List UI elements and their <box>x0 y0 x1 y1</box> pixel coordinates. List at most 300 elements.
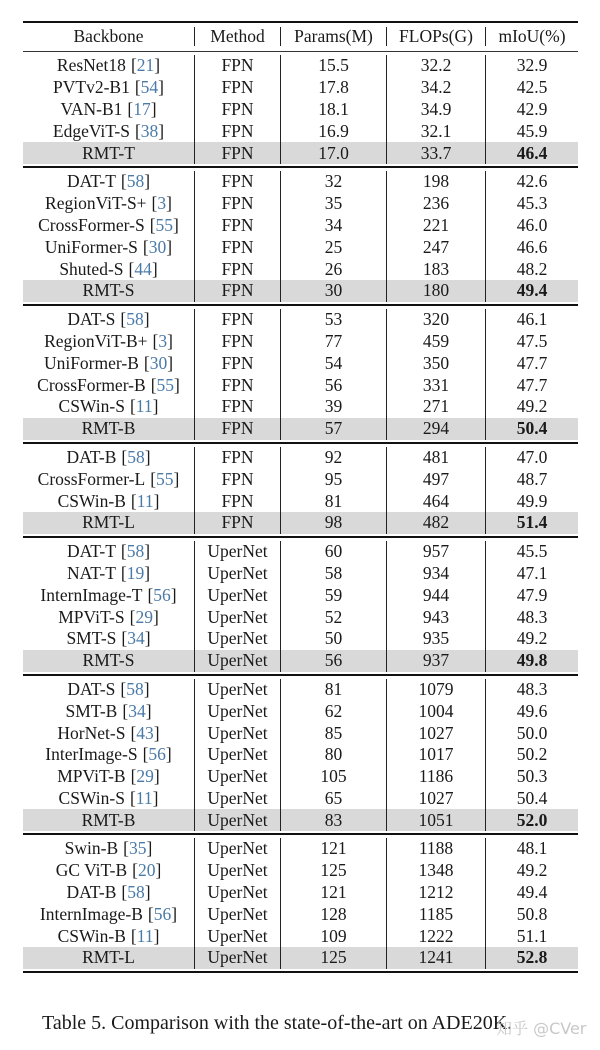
cell-method: UperNet <box>194 903 280 925</box>
cell-miou: 47.0 <box>485 447 578 469</box>
cell-method: UperNet <box>194 838 280 860</box>
citation[interactable]: [30] <box>143 352 174 373</box>
cell-params: 59 <box>280 584 386 606</box>
citation[interactable]: [55] <box>150 374 180 395</box>
citation[interactable]: [11] <box>129 396 159 417</box>
citation[interactable]: [55] <box>149 214 179 235</box>
citation-link[interactable]: 19 <box>126 562 145 583</box>
cell-flops: 464 <box>386 490 485 512</box>
header-rule <box>23 51 578 52</box>
citation-link[interactable]: 29 <box>135 606 153 627</box>
backbone-name: RMT-B <box>81 809 136 830</box>
citation[interactable]: [30] <box>142 236 173 257</box>
citation[interactable]: [29] <box>130 766 160 787</box>
cell-params: 26 <box>280 258 386 280</box>
cell-flops: 34.9 <box>386 99 485 121</box>
cell-params: 25 <box>280 236 386 258</box>
citation-link[interactable]: 56 <box>153 584 171 605</box>
table-row <box>23 468 578 490</box>
cell-flops: 482 <box>386 512 485 534</box>
cell-backbone <box>23 99 194 121</box>
table-row <box>23 99 578 121</box>
cell-params: 35 <box>280 193 386 215</box>
results-table <box>23 21 578 976</box>
citation[interactable]: [58] <box>120 171 151 192</box>
table-row <box>23 766 578 788</box>
cell-flops: 271 <box>386 396 485 418</box>
backbone-name: HorNet-S <box>57 722 126 743</box>
citation-link[interactable]: 11 <box>135 787 153 808</box>
backbone-name: CrossFormer-L <box>37 468 146 489</box>
table-body <box>23 55 578 973</box>
cell-flops: 320 <box>386 309 485 331</box>
backbone-name: CrossFormer-B <box>37 374 146 395</box>
cell-params: 83 <box>280 809 386 831</box>
cell-miou: 50.4 <box>485 418 578 440</box>
cell-backbone <box>23 193 194 215</box>
citation-link[interactable]: 55 <box>155 214 174 235</box>
cell-flops: 33.7 <box>386 142 485 164</box>
backbone-name: InterImage-S <box>45 744 138 765</box>
citation[interactable]: [3] <box>151 193 172 214</box>
cell-method: UperNet <box>194 700 280 722</box>
citation-link[interactable]: 54 <box>140 77 159 98</box>
cell-method: UperNet <box>194 947 280 969</box>
cell-params: 56 <box>280 650 386 672</box>
cell-params: 95 <box>280 468 386 490</box>
cell-flops: 1017 <box>386 744 485 766</box>
cell-method: FPN <box>194 418 280 440</box>
cell-miou: 42.9 <box>485 99 578 121</box>
cell-method: UperNet <box>194 788 280 810</box>
cell-method: FPN <box>194 258 280 280</box>
cell-backbone <box>23 512 194 534</box>
cell-flops: 957 <box>386 541 485 563</box>
citation-link[interactable]: 55 <box>156 468 174 489</box>
backbone-name: NAT-T <box>66 562 116 583</box>
backbone-name: EdgeViT-S <box>52 120 130 141</box>
cell-miou: 49.2 <box>485 628 578 650</box>
table-row <box>23 628 578 650</box>
cell-backbone <box>23 700 194 722</box>
cell-method: FPN <box>194 236 280 258</box>
cell-backbone <box>23 309 194 331</box>
cell-backbone <box>23 744 194 766</box>
citation-link[interactable]: 58 <box>127 882 145 903</box>
cell-params: 92 <box>280 447 386 469</box>
table-row <box>23 447 578 469</box>
citation-link[interactable]: 58 <box>126 541 145 562</box>
citation-link[interactable]: 34 <box>127 628 145 649</box>
cell-miou: 51.1 <box>485 925 578 947</box>
backbone-name: RMT-S <box>82 650 135 671</box>
cell-backbone <box>23 396 194 418</box>
cell-backbone <box>23 606 194 628</box>
cell-params: 57 <box>280 418 386 440</box>
cell-params: 81 <box>280 679 386 701</box>
citation-link[interactable]: 58 <box>126 171 145 192</box>
cell-params: 52 <box>280 606 386 628</box>
cell-flops: 198 <box>386 171 485 193</box>
cell-backbone <box>23 882 194 904</box>
cell-miou: 42.5 <box>485 77 578 99</box>
citation-link[interactable]: 58 <box>126 678 144 699</box>
cell-backbone <box>23 171 194 193</box>
header-miou: mIoU(%) <box>485 27 578 46</box>
cell-method: FPN <box>194 120 280 142</box>
cell-flops: 481 <box>386 447 485 469</box>
citation[interactable]: [58] <box>120 678 150 699</box>
cell-method: FPN <box>194 512 280 534</box>
table-row <box>23 120 578 142</box>
citation[interactable]: [58] <box>121 882 151 903</box>
cell-method: UperNet <box>194 584 280 606</box>
cell-params: 109 <box>280 925 386 947</box>
cell-params: 17.8 <box>280 77 386 99</box>
table-row <box>23 55 578 77</box>
citation-link[interactable]: 30 <box>148 236 167 257</box>
citation[interactable]: [56] <box>147 903 178 924</box>
citation[interactable]: [56] <box>142 744 172 765</box>
cell-miou: 45.9 <box>485 120 578 142</box>
citation-link[interactable]: 56 <box>148 744 166 765</box>
citation[interactable]: [44] <box>128 258 158 279</box>
backbone-name: UniFormer-S <box>44 236 138 257</box>
backbone-name: RMT-B <box>81 418 136 439</box>
cell-miou: 49.4 <box>485 280 578 302</box>
cell-params: 15.5 <box>280 55 386 77</box>
cell-params: 34 <box>280 215 386 237</box>
cell-miou: 32.9 <box>485 55 578 77</box>
cell-miou: 46.1 <box>485 309 578 331</box>
citation-link[interactable]: 11 <box>135 396 153 417</box>
citation-link[interactable]: 21 <box>136 55 155 76</box>
table-row <box>23 860 578 882</box>
cell-miou: 50.3 <box>485 766 578 788</box>
table-row-highlighted <box>23 512 578 534</box>
cell-miou: 46.6 <box>485 236 578 258</box>
table-row <box>23 744 578 766</box>
cell-method: UperNet <box>194 541 280 563</box>
cell-params: 54 <box>280 352 386 374</box>
bottom-rule <box>23 971 578 973</box>
citation[interactable]: [29] <box>129 606 159 627</box>
watermark: 知乎 @CVer <box>496 1019 587 1038</box>
backbone-name: MPViT-B <box>57 766 126 787</box>
cell-miou: 47.7 <box>485 374 578 396</box>
cell-miou: 48.2 <box>485 258 578 280</box>
cell-flops: 943 <box>386 606 485 628</box>
cell-params: 98 <box>280 512 386 534</box>
cell-method: UperNet <box>194 809 280 831</box>
citation[interactable]: [11] <box>129 787 159 808</box>
backbone-name: DAT-B <box>66 882 117 903</box>
citation-link[interactable]: 34 <box>128 700 146 721</box>
cell-backbone <box>23 679 194 701</box>
cell-params: 58 <box>280 563 386 585</box>
citation-link[interactable]: 58 <box>126 309 144 330</box>
table-row <box>23 563 578 585</box>
cell-method: FPN <box>194 215 280 237</box>
cell-miou: 52.8 <box>485 947 578 969</box>
cell-method: FPN <box>194 490 280 512</box>
cell-miou: 50.0 <box>485 722 578 744</box>
cell-flops: 247 <box>386 236 485 258</box>
backbone-name: RMT-T <box>82 142 135 163</box>
citation-link[interactable]: 29 <box>136 766 154 787</box>
cell-params: 105 <box>280 766 386 788</box>
cell-backbone <box>23 925 194 947</box>
table-row <box>23 193 578 215</box>
backbone-name: CSWin-S <box>58 396 125 417</box>
table-row <box>23 788 578 810</box>
citation-link[interactable]: 3 <box>157 193 167 214</box>
cell-flops: 1212 <box>386 882 485 904</box>
backbone-name: UniFormer-B <box>43 352 139 373</box>
table-header <box>23 23 578 50</box>
cell-flops: 221 <box>386 215 485 237</box>
table-row <box>23 77 578 99</box>
cell-backbone <box>23 809 194 831</box>
cell-miou: 46.4 <box>485 142 578 164</box>
backbone-name: DAT-S <box>67 309 116 330</box>
backbone-name: DAT-T <box>66 541 116 562</box>
backbone-name: Swin-B <box>64 838 119 859</box>
group-rule <box>23 304 578 306</box>
cell-miou: 47.1 <box>485 563 578 585</box>
cell-miou: 47.9 <box>485 584 578 606</box>
table-row <box>23 236 578 258</box>
cell-params: 125 <box>280 860 386 882</box>
table-row-highlighted <box>23 142 578 164</box>
citation[interactable]: [11] <box>130 925 160 946</box>
cell-method: UperNet <box>194 860 280 882</box>
cell-method: FPN <box>194 142 280 164</box>
citation-link[interactable]: 56 <box>153 903 172 924</box>
table-row <box>23 215 578 237</box>
cell-flops: 1051 <box>386 809 485 831</box>
citation[interactable]: [34] <box>121 628 151 649</box>
cell-method: UperNet <box>194 925 280 947</box>
cell-backbone <box>23 722 194 744</box>
cell-method: UperNet <box>194 650 280 672</box>
cell-backbone <box>23 468 194 490</box>
citation-link[interactable]: 58 <box>127 446 145 467</box>
backbone-name: GC ViT-B <box>55 860 128 881</box>
backbone-name: DAT-B <box>66 446 117 467</box>
backbone-name: CSWin-S <box>58 787 125 808</box>
cell-flops: 1027 <box>386 722 485 744</box>
citation[interactable]: [21] <box>130 55 161 76</box>
cell-params: 50 <box>280 628 386 650</box>
cell-method: UperNet <box>194 882 280 904</box>
cell-miou: 49.2 <box>485 860 578 882</box>
cell-method: FPN <box>194 396 280 418</box>
cell-backbone <box>23 352 194 374</box>
cell-miou: 50.4 <box>485 788 578 810</box>
group-rule <box>23 536 578 538</box>
citation[interactable]: [11] <box>130 490 160 511</box>
cell-backbone <box>23 541 194 563</box>
backbone-name: RegionViT-S+ <box>45 193 147 214</box>
cell-flops: 1188 <box>386 838 485 860</box>
group-rule <box>23 442 578 444</box>
citation[interactable]: [19] <box>120 562 151 583</box>
cell-method: FPN <box>194 280 280 302</box>
cell-flops: 183 <box>386 258 485 280</box>
cell-params: 121 <box>280 882 386 904</box>
citation[interactable]: [56] <box>147 584 177 605</box>
cell-miou: 50.2 <box>485 744 578 766</box>
table-row <box>23 331 578 353</box>
citation[interactable]: [55] <box>150 468 180 489</box>
cell-params: 62 <box>280 700 386 722</box>
cell-backbone <box>23 447 194 469</box>
cell-backbone <box>23 584 194 606</box>
table-row-highlighted <box>23 418 578 440</box>
cell-flops: 34.2 <box>386 77 485 99</box>
cell-params: 16.9 <box>280 120 386 142</box>
cell-params: 65 <box>280 788 386 810</box>
cell-params: 53 <box>280 309 386 331</box>
cell-miou: 49.6 <box>485 700 578 722</box>
cell-flops: 236 <box>386 193 485 215</box>
backbone-name: RMT-L <box>82 512 135 533</box>
citation[interactable]: [43] <box>130 722 160 743</box>
cell-miou: 51.4 <box>485 512 578 534</box>
cell-miou: 49.9 <box>485 490 578 512</box>
table-row <box>23 541 578 563</box>
table-row <box>23 882 578 904</box>
citation-link[interactable]: 35 <box>128 838 147 859</box>
citation[interactable]: [3] <box>152 330 173 351</box>
backbone-name: Shuted-S <box>59 258 124 279</box>
cell-backbone <box>23 788 194 810</box>
header-method: Method <box>194 27 280 46</box>
cell-backbone <box>23 628 194 650</box>
cell-method: FPN <box>194 374 280 396</box>
cell-flops: 1186 <box>386 766 485 788</box>
cell-backbone <box>23 120 194 142</box>
cell-params: 32 <box>280 171 386 193</box>
backbone-name: InternImage-T <box>40 584 143 605</box>
cell-flops: 32.1 <box>386 120 485 142</box>
group-rule <box>23 166 578 168</box>
citation-link[interactable]: 3 <box>158 330 168 351</box>
cell-flops: 1241 <box>386 947 485 969</box>
citation[interactable]: [34] <box>122 700 152 721</box>
table-row <box>23 903 578 925</box>
cell-flops: 331 <box>386 374 485 396</box>
citation[interactable]: [35] <box>123 838 153 859</box>
citation-link[interactable]: 44 <box>134 258 152 279</box>
table-row <box>23 258 578 280</box>
cell-method: FPN <box>194 352 280 374</box>
table-row <box>23 309 578 331</box>
table-row <box>23 606 578 628</box>
backbone-name: RMT-S <box>82 280 135 301</box>
backbone-name: RMT-L <box>82 947 135 968</box>
backbone-name: SMT-B <box>65 700 118 721</box>
cell-method: UperNet <box>194 679 280 701</box>
citation[interactable]: [20] <box>132 860 162 881</box>
cell-method: FPN <box>194 193 280 215</box>
cell-backbone <box>23 490 194 512</box>
cell-backbone <box>23 947 194 969</box>
cell-method: FPN <box>194 447 280 469</box>
cell-flops: 459 <box>386 331 485 353</box>
table-row-highlighted <box>23 280 578 302</box>
cell-params: 39 <box>280 396 386 418</box>
cell-params: 85 <box>280 722 386 744</box>
table-row <box>23 838 578 860</box>
table-row <box>23 396 578 418</box>
cell-flops: 1027 <box>386 788 485 810</box>
cell-method: UperNet <box>194 766 280 788</box>
cell-miou: 49.4 <box>485 882 578 904</box>
backbone-name: RegionViT-B+ <box>44 330 148 351</box>
cell-backbone <box>23 903 194 925</box>
cell-miou: 49.8 <box>485 650 578 672</box>
cell-flops: 1222 <box>386 925 485 947</box>
cell-miou: 50.8 <box>485 903 578 925</box>
cell-backbone <box>23 860 194 882</box>
citation-link[interactable]: 20 <box>137 860 156 881</box>
citation-link[interactable]: 30 <box>149 352 168 373</box>
citation-link[interactable]: 11 <box>136 925 154 946</box>
citation[interactable]: [58] <box>120 309 150 330</box>
cell-flops: 1185 <box>386 903 485 925</box>
backbone-name: MPViT-S <box>58 606 125 627</box>
cell-params: 30 <box>280 280 386 302</box>
citation-link[interactable]: 43 <box>136 722 154 743</box>
cell-miou: 52.0 <box>485 809 578 831</box>
backbone-name: CSWin-B <box>57 925 126 946</box>
citation[interactable]: [58] <box>121 446 151 467</box>
backbone-name: InternImage-B <box>39 903 143 924</box>
cell-miou: 45.3 <box>485 193 578 215</box>
cell-method: FPN <box>194 331 280 353</box>
table-row-highlighted <box>23 650 578 672</box>
cell-miou: 48.3 <box>485 606 578 628</box>
cell-flops: 1004 <box>386 700 485 722</box>
cell-backbone <box>23 418 194 440</box>
cell-flops: 1348 <box>386 860 485 882</box>
citation-link[interactable]: 17 <box>133 98 151 119</box>
header-backbone: Backbone <box>73 26 144 46</box>
cell-miou: 47.5 <box>485 331 578 353</box>
cell-backbone <box>23 563 194 585</box>
citation[interactable]: [38] <box>134 120 165 141</box>
citation-link[interactable]: 11 <box>136 490 154 511</box>
cell-method: UperNet <box>194 722 280 744</box>
cell-params: 81 <box>280 490 386 512</box>
backbone-name: DAT-S <box>67 678 116 699</box>
cell-flops: 935 <box>386 628 485 650</box>
header-flops: FLOPs(G) <box>386 27 485 46</box>
cell-method: FPN <box>194 468 280 490</box>
citation-link[interactable]: 38 <box>140 120 159 141</box>
group-rule <box>23 833 578 835</box>
citation[interactable]: [17] <box>127 98 157 119</box>
cell-backbone <box>23 766 194 788</box>
cell-flops: 32.2 <box>386 55 485 77</box>
cell-backbone <box>23 331 194 353</box>
citation[interactable]: [54] <box>134 77 164 98</box>
citation[interactable]: [58] <box>120 541 151 562</box>
cell-flops: 937 <box>386 650 485 672</box>
citation-link[interactable]: 55 <box>156 374 175 395</box>
